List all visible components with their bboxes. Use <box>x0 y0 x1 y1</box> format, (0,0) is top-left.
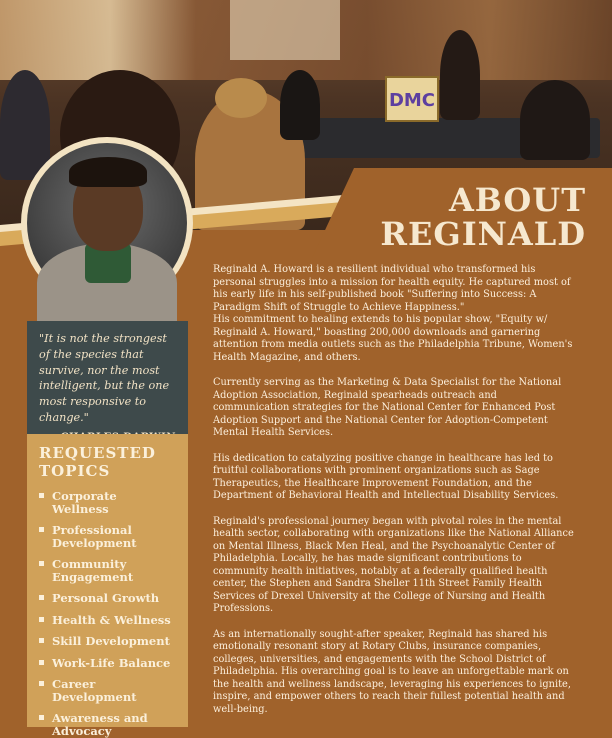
bio-paragraph: Reginald's professional journey began with pivotal roles in the mental health sector, collaborating with organizations like the National Alliance on Mental Illness, Black Men Heal, and the Psychoanalytic Center of Philadelphia. Locally, he has made significant contributions to community health initiatives, notably at a federally qualified health center, the Stephen and Sandra Sheller 11th Street Family Health Services of Drexel University at the College of Nursing and Health Professions. <box>213 515 574 614</box>
title-line-1: ABOUT <box>448 181 586 219</box>
requested-topics-box <box>27 434 188 738</box>
topic-item: Skill Development <box>39 635 176 648</box>
topic-item: Professional Development <box>39 524 176 549</box>
quote-box <box>27 321 188 434</box>
panel-speaker <box>280 70 320 140</box>
banner-text: DMC <box>388 90 436 111</box>
bio-paragraph: As an internationally sought-after speaker, Reginald has shared his emotionally resonant story at Rotary Clubs, insurance companies, colleges, universities, and engagements with the School District of Philadelphia. His overarching goal is to leave an unforgettable mark on the health and wellness landscape, leveraging his experiences to ignite, inspire, and empower others to reach their fullest potential health and well-being. <box>213 628 571 715</box>
topics-title-line-1: REQUESTED <box>39 444 156 462</box>
page-title <box>380 183 586 251</box>
topic-item: Community Engagement <box>39 558 176 583</box>
bio-paragraph: His dedication to catalyzing positive change in healthcare has led to fruitful collaborations with prominent organizations such as Sage Therapeutics, the Healthcare Improvement Foundation, and the Department of Behavioral Health and Intellectual Disability Services. <box>213 452 559 501</box>
biography <box>213 264 575 729</box>
topic-item: Personal Growth <box>39 592 176 605</box>
photo-banner <box>385 76 439 122</box>
panel-speaker <box>520 80 590 160</box>
topic-item: Work-Life Balance <box>39 657 176 670</box>
bio-paragraph: Reginald A. Howard is a resilient individual who transformed his personal struggles into a mission for health equity. He captured most of his early life in his self-published book "Suffering into Success: A Paradigm Shift of Struggle to Achieve Happiness." <box>213 264 571 313</box>
audience-member <box>215 78 267 118</box>
topic-item: Awareness and Advocacy <box>39 712 176 737</box>
topics-title <box>39 444 176 480</box>
topic-item: Corporate Wellness <box>39 490 176 515</box>
bio-paragraph: Currently serving as the Marketing & Data Specialist for the National Adoption Association, Reginald spearheads outreach and communication strategies for the National Center for Enhanced Post Adoption Support and the National Center for Adoption-Competent Mental Health Services. <box>213 377 562 438</box>
topic-item: Career Development <box>39 678 176 703</box>
portrait-frame <box>21 137 193 309</box>
quote-text: "It is not the strongest of the species that survive, nor the most intelligent, but the one most responsive to change." <box>39 332 170 424</box>
portrait-photo <box>27 143 187 303</box>
title-line-2: REGINALD <box>380 215 586 253</box>
panel-speaker <box>440 30 480 120</box>
portrait-hair <box>69 157 147 187</box>
topic-item: Health & Wellness <box>39 614 176 627</box>
topics-title-line-2: TOPICS <box>39 462 111 480</box>
bio-paragraph: His commitment to healing extends to his popular show, "Equity w/ Reginald A. Howard," boasting 200,000 downloads and garnering attention from media outlets such as the Philadelphia Tribune, Women's Health Magazine, and others. <box>213 314 573 363</box>
photo-window <box>230 0 340 60</box>
audience-member <box>0 70 50 180</box>
